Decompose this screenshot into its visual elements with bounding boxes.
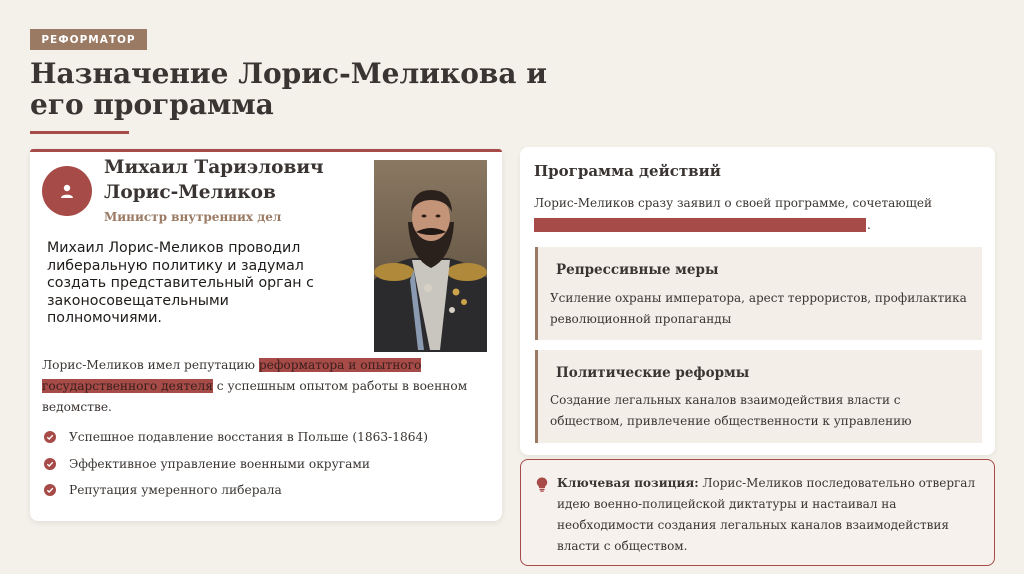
achievements-list	[44, 424, 428, 504]
list-item	[44, 451, 428, 478]
user-icon	[59, 183, 75, 199]
check-circle-icon	[44, 431, 56, 443]
key-label: Ключевая позиция:	[557, 476, 699, 490]
list-item	[44, 424, 428, 451]
lightbulb-icon	[536, 477, 548, 496]
profile-intro: Михаил Лорис-Меликов проводил либеральную политику и задумал создать представительный орган с законосовещательными полномочиями.	[47, 240, 314, 326]
page-title: Назначение Лорис-Меликова и его программа	[30, 57, 548, 121]
section-tag: РЕФОРМАТОР	[30, 29, 147, 50]
section-text: Создание легальных каналов взаимодействия власти с обществом, привлечение общественности к управлению	[550, 393, 912, 428]
section-title: Репрессивные меры	[556, 262, 719, 278]
section-title: Политические реформы	[556, 365, 750, 381]
profile-name: Михаил Тариэлович Лорис-Меликов	[104, 157, 324, 203]
achievement-text: Успешное подавление восстания в Польше (1863-1864)	[69, 430, 429, 445]
key-position-text: Ключевая позиция: Лорис-Меликов последовательно отвергал идею военно-полицейской диктатуры и настаивал на необходимости создания легальных каналов взаимодействия власти с обществом.	[557, 476, 976, 553]
title-underline	[30, 131, 129, 134]
section-text: Усиление охраны императора, арест террористов, профилактика революционной пропаганды	[550, 291, 967, 326]
highlight-bar	[534, 218, 866, 232]
avatar	[42, 166, 92, 216]
program-card	[520, 147, 995, 455]
achievement-text: Эффективное управление военными округами	[69, 456, 371, 471]
check-circle-icon	[44, 484, 56, 496]
achievement-text: Репутация умеренного либерала	[69, 483, 282, 498]
key-position-card	[520, 459, 995, 566]
highlight-text: реформатора и опытного государственного деятеля	[42, 358, 422, 393]
profile-role: Министр внутренних дел	[104, 210, 282, 224]
list-item	[44, 477, 428, 504]
program-title: Программа действий	[534, 162, 721, 180]
portrait-image	[374, 160, 487, 352]
check-circle-icon	[44, 458, 56, 470]
profile-card	[30, 149, 502, 521]
program-text: Лорис-Меликов сразу заявил о своей программе, сочетающей	[534, 196, 932, 210]
profile-reputation: Лорис-Меликов имел репутацию реформатора и опытного государственного деятеля с успешным опытом работы в военном ведомстве.	[42, 358, 468, 414]
program-text-end: .	[867, 218, 871, 232]
political-reforms-box	[535, 350, 982, 443]
repressive-measures-box	[535, 247, 982, 340]
